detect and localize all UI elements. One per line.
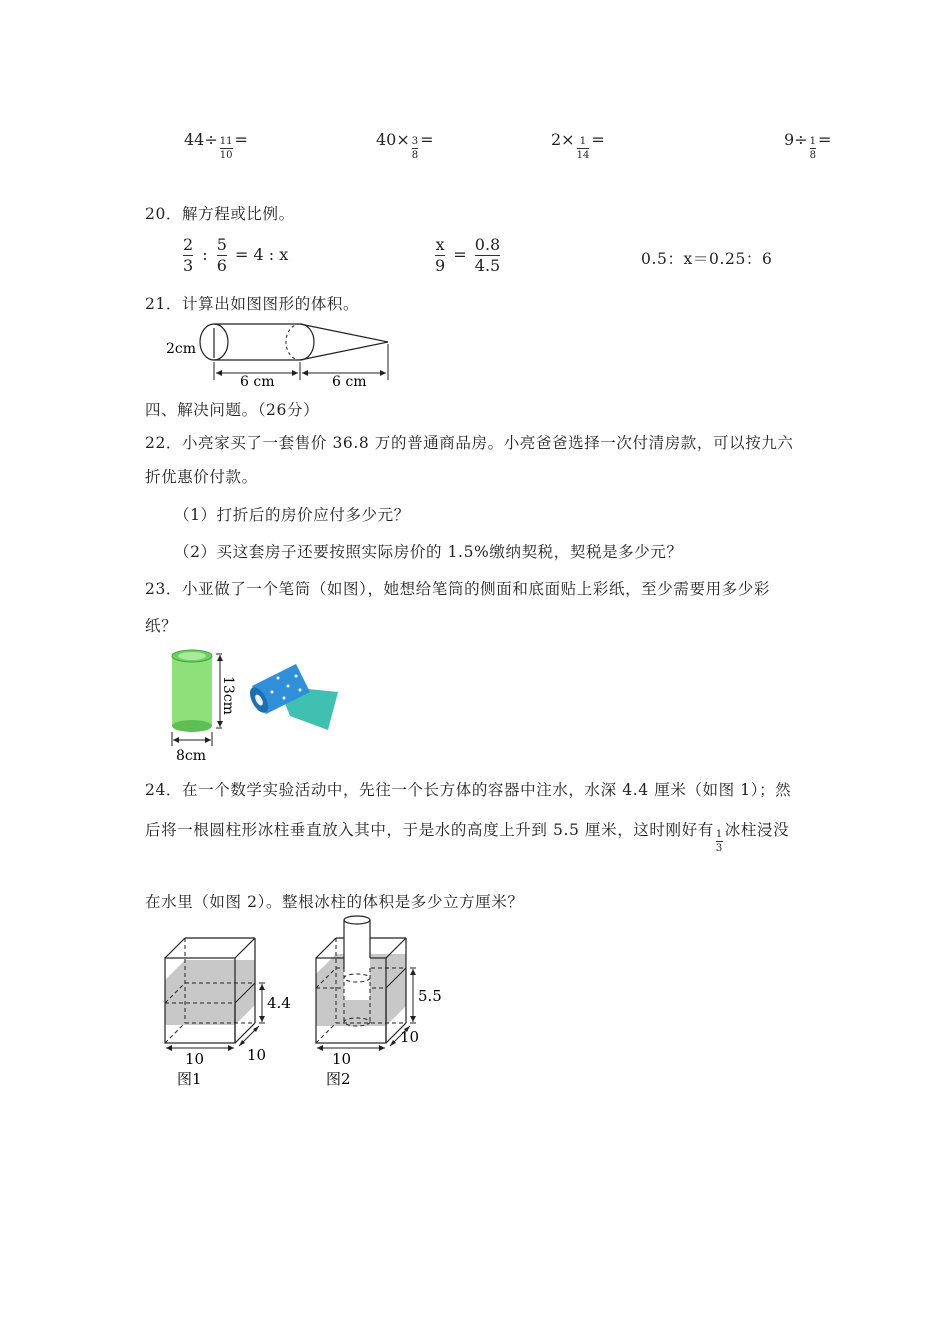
fraction-denominator: 10 — [219, 150, 233, 161]
q21-figure — [160, 318, 400, 390]
q19-item-4-equals: = — [817, 130, 832, 149]
q22-sub-1: （1）打折后的房价应付多少元？ — [174, 506, 410, 524]
q22-line-2: 折优惠价付款。 — [145, 468, 258, 486]
fraction-numerator: 0.8 — [474, 235, 501, 254]
fraction — [435, 236, 445, 274]
q19-item-3-fraction — [577, 136, 590, 161]
q19-item-3-equals: = — [591, 130, 605, 149]
q19-item-3-left: 2× — [551, 130, 575, 149]
fraction — [183, 236, 193, 274]
equation-rest: = 4 : x — [235, 244, 289, 264]
fraction-numerator: 3 — [411, 136, 419, 147]
q19-item-1-left: 44÷ — [184, 130, 218, 149]
q24-line-2 — [145, 818, 790, 854]
fraction-numerator: 2 — [183, 235, 194, 254]
fraction-denominator: 8 — [809, 150, 816, 161]
ratio-separator: : — [202, 244, 208, 264]
q19-item-1-equals: = — [234, 130, 248, 149]
q24-figure-2 — [306, 912, 456, 1090]
fraction-denominator: 3 — [183, 255, 194, 275]
q19-item-2-fraction — [412, 136, 418, 161]
fraction-denominator: 9 — [435, 255, 446, 275]
q19-item-4-fraction — [810, 136, 816, 161]
q19-item-2-left: 40× — [376, 130, 410, 149]
fig2-depth-label: 10 — [400, 1028, 420, 1046]
fraction-numerator: 11 — [219, 136, 233, 147]
q20-equation-1 — [183, 236, 288, 274]
q19-item-1-fraction — [220, 136, 233, 161]
fraction-numerator: 1 — [715, 828, 723, 840]
fraction-denominator: 4.5 — [474, 255, 501, 275]
q19-item-2-equals: = — [420, 130, 434, 149]
fraction — [475, 236, 500, 274]
fraction — [217, 236, 227, 274]
q19-item-2 — [376, 128, 434, 161]
fraction-numerator: x — [435, 235, 445, 254]
q24-figure-1 — [155, 930, 305, 1090]
q19-item-1 — [184, 128, 248, 161]
q21-length-1: 6 cm — [240, 374, 275, 390]
fig2-width-label: 10 — [332, 1050, 352, 1068]
q20-equation-2 — [435, 236, 500, 274]
q24-line-1: 24．在一个数学实验活动中，先往一个长方体的容器中注水，水深 4.4 厘米（如图 1）；然 — [145, 781, 792, 799]
fig2-height-label: 5.5 — [418, 987, 442, 1005]
fraction-denominator: 8 — [411, 150, 419, 161]
fraction-numerator: 1 — [579, 136, 587, 147]
q19-item-4 — [784, 128, 832, 161]
fig1-depth-label: 10 — [247, 1046, 267, 1064]
q23-line-1: 23．小亚做了一个笔筒（如图），她想给笔筒的侧面和底面贴上彩纸，至少需要用多少彩 — [145, 580, 770, 598]
q24-line-2-start: 后将一根圆柱形冰柱垂直放入其中，于是水的高度上升到 5.5 厘米，这时刚好有 — [145, 821, 714, 839]
q23-figure — [160, 646, 360, 766]
section-4-heading: 四、解决问题。（26分） — [145, 401, 320, 419]
pen-holder-bottom — [172, 720, 212, 732]
q21-title: 21．计算出如图图形的体积。 — [145, 295, 360, 313]
q23-width-label: 8cm — [176, 748, 207, 764]
fraction-denominator: 3 — [715, 842, 723, 854]
fig1-width-label: 10 — [185, 1050, 205, 1068]
fraction-numerator: 5 — [216, 235, 227, 254]
fraction-numerator: 1 — [809, 136, 816, 147]
ice-column-top — [344, 916, 370, 924]
q24-line-2-end: 冰柱浸没 — [724, 821, 790, 839]
q23-line-2: 纸？ — [145, 617, 178, 635]
fig2-caption: 图2 — [326, 1070, 351, 1088]
fig1-caption: 图1 — [177, 1070, 202, 1088]
q19-item-3 — [551, 128, 605, 161]
fraction-denominator: 6 — [216, 255, 227, 275]
q22-sub-2: （2）买这套房子还要按照实际房价的 1.5%缴纳契税，契税是多少元？ — [174, 543, 683, 561]
pen-holder-body — [172, 656, 212, 726]
q20-title: 20．解方程或比例。 — [145, 205, 295, 223]
q21-length-2: 6 cm — [332, 374, 367, 390]
q22-line-1: 22．小亮家买了一套售价 36.8 万的普通商品房。小亮爸爸选择一次付清房款，可以按九六 — [145, 434, 794, 452]
q23-height-label: 13cm — [220, 676, 236, 715]
q20-equation-3: 0.5：x＝0.25：6 — [641, 250, 773, 268]
equals-sign: = — [453, 244, 467, 264]
fig1-height-label: 4.4 — [267, 994, 291, 1012]
q24-line-3: 在水里（如图 2）。整根冰柱的体积是多少立方厘米？ — [145, 893, 524, 911]
q21-height-label: 2cm — [166, 341, 197, 357]
q19-item-4-left: 9÷ — [784, 130, 808, 149]
q24-fraction — [716, 829, 723, 854]
fraction-denominator: 14 — [576, 150, 590, 161]
